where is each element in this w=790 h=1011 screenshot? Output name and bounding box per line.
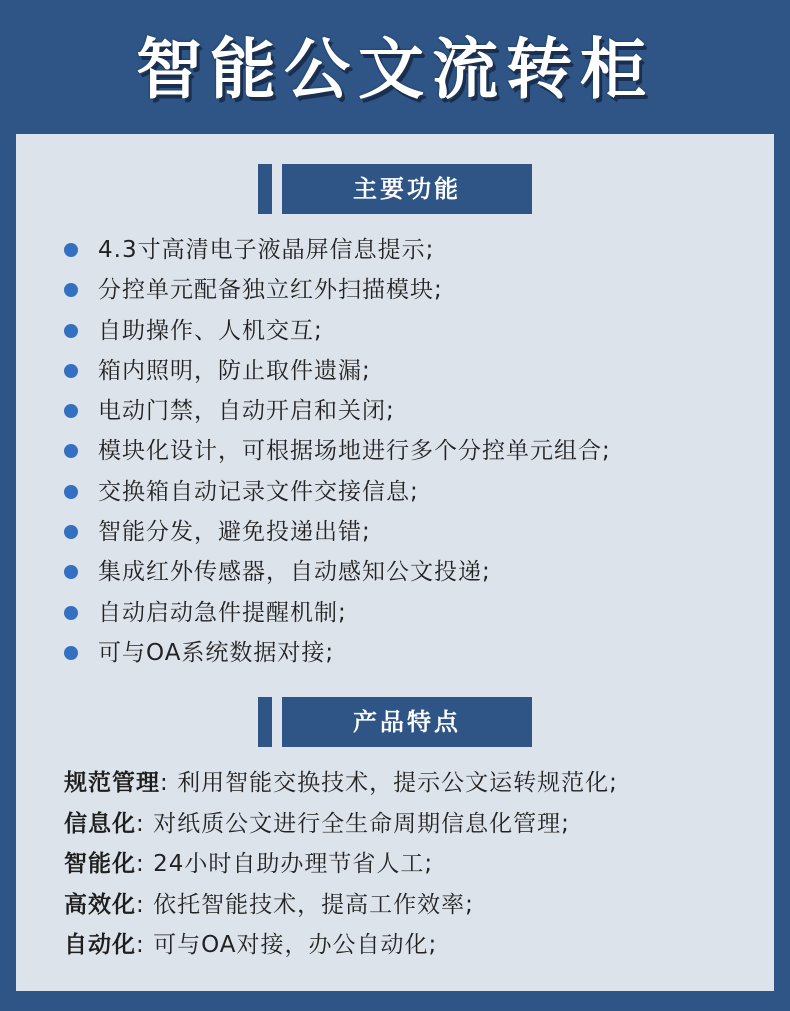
list-item: [64, 472, 611, 512]
bullet-icon: [64, 565, 78, 579]
list-item-text: 交换箱自动记录文件交接信息;: [98, 478, 419, 505]
bullet-icon: [64, 485, 78, 499]
list-item: [64, 633, 611, 673]
bullet-icon: [64, 444, 78, 458]
bullet-icon: [64, 525, 78, 539]
list-item-text: 自动启动急件提醒机制;: [98, 599, 347, 626]
list-item: [64, 552, 611, 592]
bullet-icon: [64, 606, 78, 620]
feature-text: 利用智能交换技术，提示公文运转规范化;: [177, 770, 618, 796]
feature-key: 智能化: [64, 851, 136, 877]
bullet-icon: [64, 243, 78, 257]
feature-text: 依托智能技术，提高工作效率;: [153, 891, 474, 918]
list-item-text: 分控单元配备独立红外扫描模块;: [98, 277, 443, 304]
list-item-text: 模块化设计，可根据场地进行多个分控单元组合;: [98, 438, 611, 465]
functions-header: [258, 164, 532, 214]
list-item: [64, 885, 618, 926]
bullet-icon: [64, 404, 78, 418]
list-item-text: 电动门禁，自动开启和关闭;: [98, 398, 395, 425]
list-item: [64, 763, 618, 804]
content-panel: [16, 134, 774, 991]
list-item: [64, 844, 618, 885]
list-item-text: 自助操作、人机交互;: [98, 317, 323, 344]
bullet-icon: [64, 324, 78, 338]
list-item: [64, 230, 611, 270]
functions-heading: 主要功能: [282, 164, 532, 214]
list-item-text: 4.3寸高清电子液晶屏信息提示;: [98, 237, 435, 263]
list-item: [64, 804, 618, 845]
separator: :: [160, 770, 178, 796]
characteristics-list: [64, 763, 618, 966]
list-item: [64, 351, 611, 391]
list-item: [64, 431, 611, 471]
header-accent-bar: [258, 164, 272, 214]
page-title: 智能公文流转柜: [136, 31, 654, 108]
separator: :: [136, 891, 154, 918]
list-item: [64, 270, 611, 310]
list-item-text: 箱内照明，防止取件遗漏;: [98, 357, 371, 384]
list-item: [64, 593, 611, 633]
list-item: [64, 311, 611, 351]
bullet-icon: [64, 646, 78, 660]
bullet-icon: [64, 364, 78, 378]
list-item-text: 智能分发，避免投递出错;: [98, 519, 371, 546]
separator: :: [136, 810, 154, 837]
header-accent-bar: [258, 697, 272, 747]
feature-text: 对纸质公文进行全生命周期信息化管理;: [153, 810, 570, 837]
bullet-icon: [64, 283, 78, 297]
separator: :: [136, 932, 154, 958]
list-item: [64, 391, 611, 431]
list-item-text: 可与OA系统数据对接;: [98, 639, 335, 666]
list-item-text: 集成红外传感器，自动感知公文投递;: [98, 559, 491, 586]
feature-key: 自动化: [64, 932, 136, 958]
list-item: [64, 925, 618, 966]
feature-text: 可与OA对接，办公自动化;: [153, 932, 438, 958]
characteristics-header: [258, 697, 532, 747]
functions-list: [64, 230, 611, 673]
characteristics-heading: 产品特点: [282, 697, 532, 747]
list-item: [64, 512, 611, 552]
feature-key: 规范管理: [64, 770, 160, 796]
feature-key: 高效化: [64, 891, 136, 918]
feature-key: 信息化: [64, 810, 136, 837]
feature-text: 24小时自助办理节省人工;: [153, 851, 434, 877]
separator: :: [136, 851, 154, 877]
